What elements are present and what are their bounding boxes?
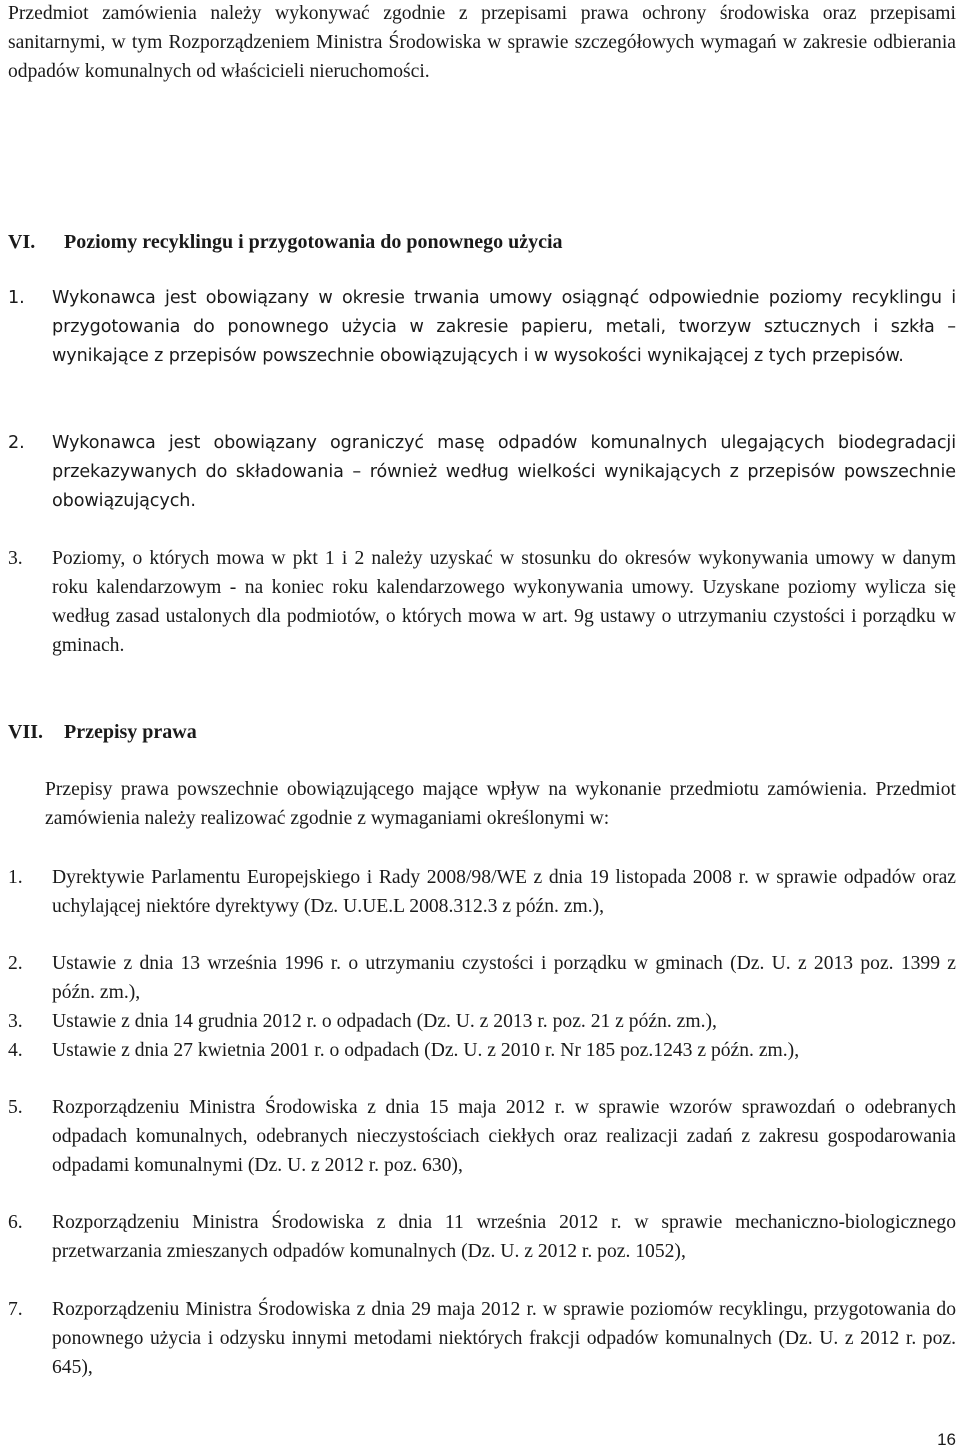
law-item-1: [8, 864, 956, 922]
section-vi-number: VI.: [8, 231, 36, 253]
law-item-number: 5.: [8, 1097, 23, 1118]
law-item-7: [8, 1296, 956, 1383]
recycling-item-text: Wykonawca jest obowiązany w okresie trwania umowy osiągnąć odpowiednie poziomy recyklingu i przygotowania do ponownego użycia w zakresie papieru, metali, tworzyw sztucznych i szkła – wynikające z przepisów powszechnie obowiązujących i w wysokości wynikającej z tych przepisów.: [52, 288, 956, 366]
law-item-number: 4.: [8, 1040, 23, 1061]
law-item-3: [8, 1008, 956, 1037]
page-number: 16: [937, 1430, 956, 1449]
law-item-text: Ustawie z dnia 27 kwietnia 2001 r. o odpadach (Dz. U. z 2010 r. Nr 185 poz.1243 z późn. zm.),: [52, 1040, 800, 1061]
intro-paragraph: Przedmiot zamówienia należy wykonywać zgodnie z przepisami prawa ochrony środowiska oraz przepisami sanitarnymi, w tym Rozporządzeniem Ministra Środowiska w sprawie szczegółowych wymagań w zakresie odbierania odpadów komunalnych od właścicieli nieruchomości.: [8, 3, 956, 82]
law-item-2: [8, 950, 956, 1008]
section-vi-title: Poziomy recyklingu i przygotowania do ponownego użycia: [64, 231, 563, 253]
recycling-item-text: Wykonawca jest obowiązany ograniczyć masę odpadów komunalnych ulegających biodegradacji przekazywanych do składowania – również według wielkości wynikających z przepisów powszechnie obowiązujących.: [52, 433, 956, 511]
recycling-item-text: Poziomy, o których mowa w pkt 1 i 2 należy uzyskać w stosunku do okresów wykonywania umowy w danym roku kalendarzowym - na koniec roku kalendarzowego wykonywania umowy. Uzyskane poziomy wylicza się według zasad ustalonych dla podmiotów, o których mowa w art. 9g ustawy o utrzymaniu czystości i porządku w gminach.: [52, 548, 956, 656]
recycling-item-3: [8, 545, 956, 661]
section-vii-number: VII.: [8, 721, 44, 743]
section-vii-title: Przepisy prawa: [64, 721, 197, 743]
law-item-text: Rozporządzeniu Ministra Środowiska z dnia 15 maja 2012 r. w sprawie wzorów sprawozdań o odebranych odpadach komunalnych, odebranych nieczystościach ciekłych oraz realizacji zadań z zakresu gospodarowania odpadami komunalnymi (Dz. U. z 2012 r. poz. 630),: [52, 1097, 956, 1176]
section-vii-heading: [8, 718, 197, 746]
law-item-number: 3.: [8, 1011, 23, 1032]
law-item-4: [8, 1037, 956, 1066]
law-item-text: Rozporządzeniu Ministra Środowiska z dnia 11 września 2012 r. w sprawie mechaniczno-biologicznego przetwarzania zmieszanych odpadów komunalnych (Dz. U. z 2012 r. poz. 1052),: [52, 1212, 956, 1262]
recycling-item-number: 3.: [8, 548, 23, 569]
law-item-number: 2.: [8, 953, 23, 974]
law-item-text: Rozporządzeniu Ministra Środowiska z dnia 29 maja 2012 r. w sprawie poziomów recyklingu, przygotowania do ponownego użycia i odzysku innymi metodami niektórych frakcji odpadów komunalnych (Dz. U. z 2012 r. poz. 645),: [52, 1299, 956, 1378]
section-vi-heading: [8, 228, 563, 256]
law-item-number: 1.: [8, 867, 23, 888]
law-item-number: 7.: [8, 1299, 23, 1320]
recycling-item-1: [8, 284, 956, 371]
recycling-item-number: 2.: [8, 433, 25, 453]
law-item-number: 6.: [8, 1212, 23, 1233]
recycling-item-number: 1.: [8, 288, 25, 308]
law-item-text: Ustawie z dnia 14 grudnia 2012 r. o odpadach (Dz. U. z 2013 r. poz. 21 z późn. zm.),: [52, 1011, 717, 1032]
law-item-6: [8, 1209, 956, 1267]
laws-intro-paragraph: Przepisy prawa powszechnie obowiązującego mające wpływ na wykonanie przedmiotu zamówienia. Przedmiot zamówienia należy realizować zgodnie z wymaganiami określonymi w:: [45, 779, 956, 829]
law-item-text: Dyrektywie Parlamentu Europejskiego i Rady 2008/98/WE z dnia 19 listopada 2008 r. w sprawie odpadów oraz uchylającej niektóre dyrektywy (Dz. U.UE.L 2008.312.3 z późn. zm.),: [52, 867, 956, 917]
law-item-text: Ustawie z dnia 13 września 1996 r. o utrzymaniu czystości i porządku w gminach (Dz. U. z 2013 poz. 1399 z późn. zm.),: [52, 953, 956, 1003]
recycling-item-2: [8, 429, 956, 516]
law-item-5: [8, 1094, 956, 1181]
